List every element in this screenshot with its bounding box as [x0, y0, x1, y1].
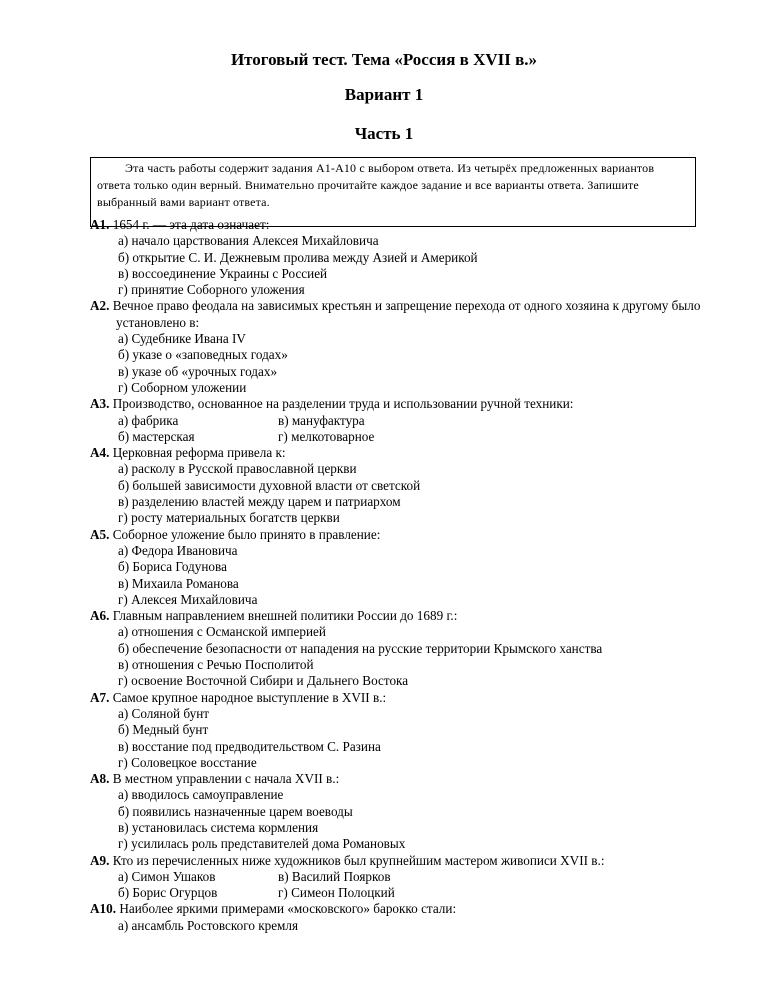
answer-option-row: [90, 869, 730, 885]
variant-heading: Вариант 1: [344, 85, 424, 104]
answer-option: б) открытие С. И. Дежневым пролива между Азией и Америкой: [118, 249, 478, 265]
answer-option: в) мануфактура: [278, 412, 365, 428]
answer-option: б) большей зависимости духовной власти от светской: [118, 477, 421, 493]
question-line: [90, 527, 730, 543]
answer-option: в) Василий Поярков: [278, 868, 391, 884]
answer-option: г) Соловецкое восстание: [118, 754, 257, 770]
question-text: 1654 г. — эта дата означает:: [112, 217, 270, 232]
question-number: А2.: [90, 298, 110, 314]
question-line: [90, 298, 730, 331]
question-number: А9.: [90, 852, 110, 868]
answer-option: г) Соборном уложении: [118, 379, 247, 395]
question-line: [90, 217, 730, 233]
question-number: А6.: [90, 608, 110, 624]
question-9: [90, 853, 730, 902]
question-line: [90, 901, 730, 917]
answer-option: г) принятие Соборного уложения: [118, 282, 305, 298]
answer-option: б) Бориса Годунова: [118, 559, 227, 575]
page-title: Итоговый тест. Тема «Россия в XVII в.»: [230, 50, 538, 69]
answer-option-row: [90, 885, 730, 901]
answer-option: б) мастерская: [118, 428, 195, 444]
answer-option: г) освоение Восточной Сибири и Дальнего Востока: [118, 673, 409, 689]
answer-option: б) появились назначенные царем воеводы: [118, 803, 353, 819]
question-number: А4.: [90, 445, 110, 461]
answer-option: а) ансамбль Ростовского кремля: [118, 917, 299, 933]
question-2: [90, 298, 730, 396]
instructions-text: Эта часть работы содержит задания А1-А10 с выбором ответа. Из четырёх предложенных вариантов ответа только один верный. Внимательно прочитайте каждое задание и все варианты ответа. Запишите выбранный вами вариант ответа.: [97, 161, 655, 209]
question-number: А7.: [90, 689, 110, 705]
answer-option: г) мелкотоварное: [278, 428, 375, 444]
answer-option: г) росту материальных богатств церкви: [118, 510, 340, 526]
answer-option: в) установилась система кормления: [118, 819, 319, 835]
question-line: [90, 445, 730, 461]
question-3: [90, 396, 730, 445]
answer-option: в) Михаила Романова: [118, 575, 239, 591]
question-text: Наиболее яркими примерами «московского» барокко стали:: [119, 901, 457, 917]
answer-option: а) Симон Ушаков: [118, 868, 216, 884]
question-number: А3.: [90, 396, 110, 412]
question-text: Производство, основанное на разделении труда и использовании ручной техники:: [112, 396, 574, 412]
question-list: [90, 217, 730, 934]
question-8: [90, 771, 730, 852]
question-line: [90, 396, 730, 412]
answer-option: а) расколу в Русской православной церкви: [118, 461, 357, 477]
question-5: [90, 527, 730, 608]
answer-option-row: [90, 413, 730, 429]
answer-option: в) восстание под предводительством С. Разина: [118, 738, 381, 754]
question-line: [90, 608, 730, 624]
question-number: А10.: [90, 901, 117, 917]
question-number: А5.: [90, 526, 110, 542]
answer-option: а) Федора Ивановича: [118, 542, 238, 558]
question-line: [90, 771, 730, 787]
answer-option: г) Симеон Полоцкий: [278, 885, 395, 901]
answer-option: б) указе о «заповедных годах»: [118, 347, 288, 363]
question-number: А1.: [90, 217, 110, 232]
question-text: Вечное право феодала на зависимых крестьян и запрещение перехода от одного хозяина к другому было установлено в:: [112, 298, 701, 330]
question-text: Кто из перечисленных ниже художников был крупнейшим мастером живописи XVII в.:: [112, 852, 605, 868]
answer-option: б) Борис Огурцов: [118, 885, 218, 901]
answer-option: г) Алексея Михайловича: [118, 591, 258, 607]
question-4: [90, 445, 730, 526]
question-line: [90, 690, 730, 706]
answer-option: а) отношения с Османской империей: [118, 624, 326, 640]
question-text: Самое крупное народное выступление в XVII в.:: [112, 689, 387, 705]
question-7: [90, 690, 730, 771]
question-text: В местном управлении с начала XVII в.:: [112, 771, 340, 787]
answer-option: в) воссоединение Украины с Россией: [118, 265, 328, 281]
part-heading: Часть 1: [354, 124, 414, 143]
question-line: [90, 853, 730, 869]
question-text: Главным направлением внешней политики России до 1689 г.:: [112, 608, 458, 624]
answer-option: в) указе об «урочных годах»: [118, 363, 278, 379]
answer-option: г) усилилась роль представителей дома Романовых: [118, 836, 406, 852]
question-10: [90, 901, 730, 934]
answer-option: б) обеспечение безопасности от нападения на русские территории Крымского ханства: [118, 640, 603, 656]
answer-option-row: [90, 429, 730, 445]
question-text: Церковная реформа привела к:: [112, 445, 286, 461]
question-6: [90, 608, 730, 689]
answer-option: а) вводилось самоуправление: [118, 787, 284, 803]
answer-option: б) Медный бунт: [118, 722, 209, 738]
question-1: [90, 217, 730, 298]
answer-option: а) начало царствования Алексея Михайловича: [118, 233, 379, 249]
answer-option: в) отношения с Речью Посполитой: [118, 657, 314, 673]
answer-option: а) Судебнике Ивана IV: [118, 331, 246, 347]
question-number: А8.: [90, 771, 110, 787]
question-text: Соборное уложение было принято в правление:: [112, 526, 381, 542]
answer-option: а) фабрика: [118, 412, 179, 428]
answer-option: а) Соляной бунт: [118, 705, 210, 721]
answer-option: в) разделению властей между царем и патриархом: [118, 494, 401, 510]
